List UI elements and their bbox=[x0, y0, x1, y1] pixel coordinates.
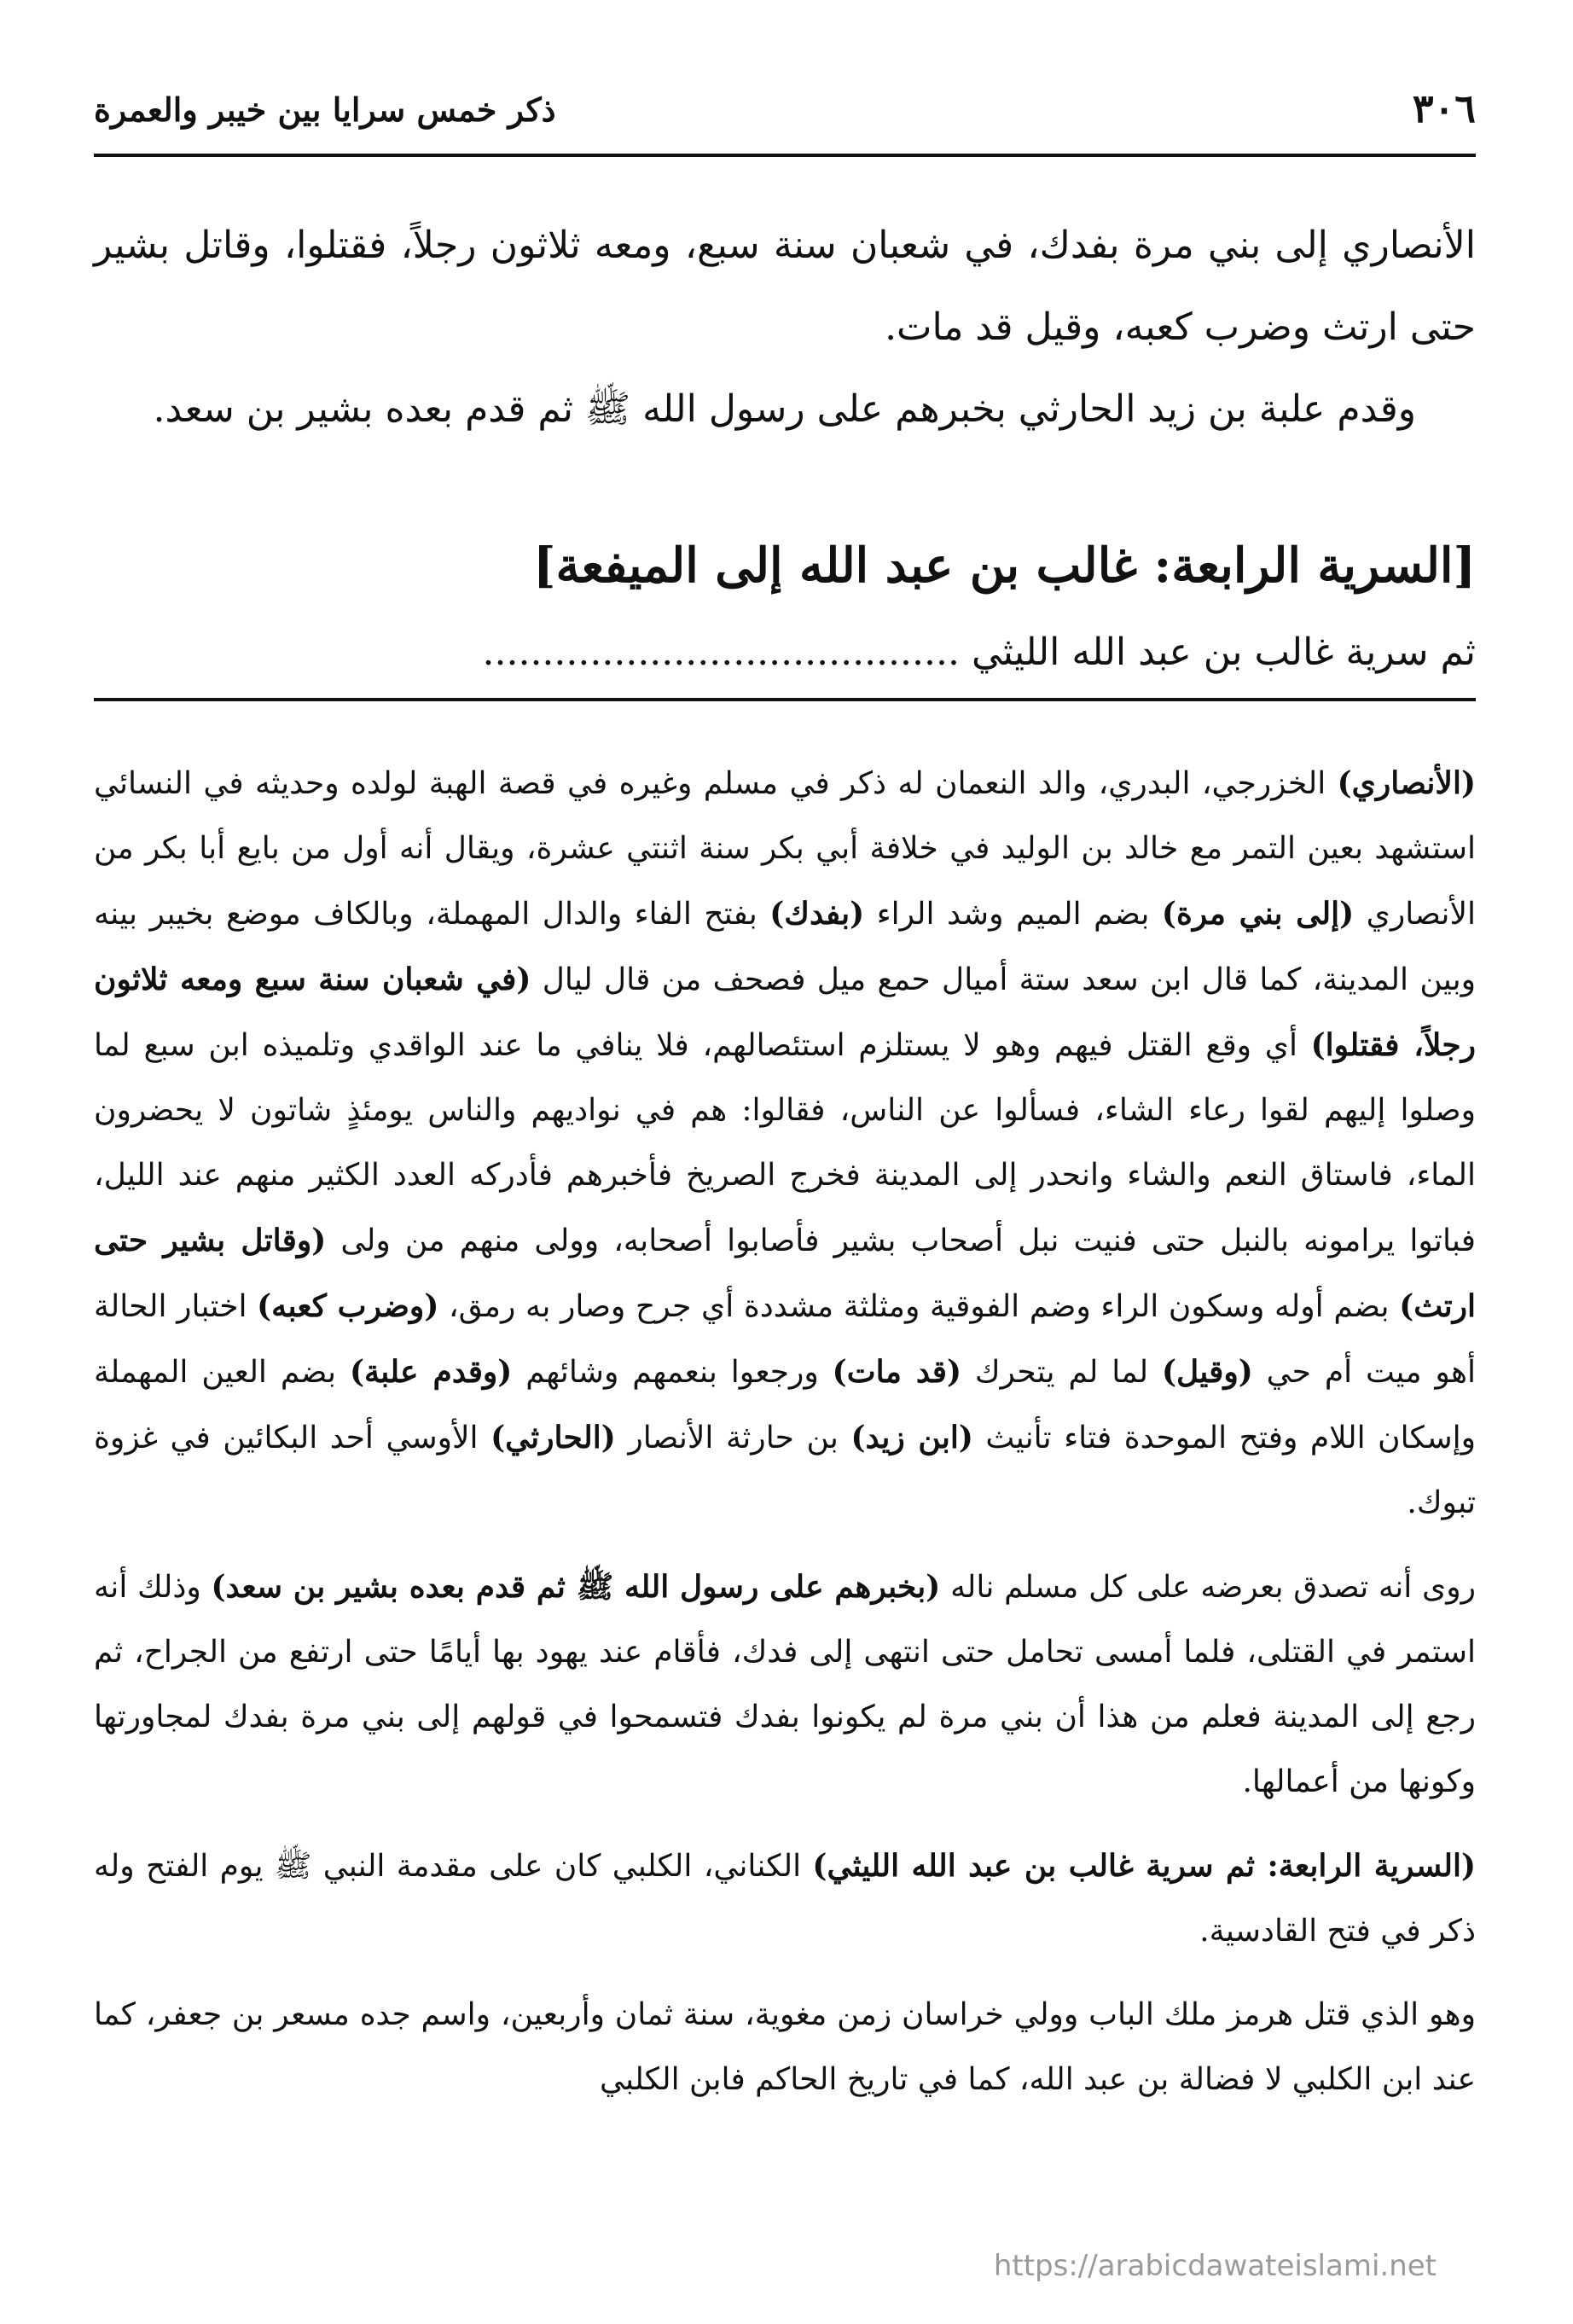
header-divider bbox=[94, 154, 1476, 157]
commentary bbox=[94, 751, 1476, 2131]
quoted-phrase: (إلى بني مرة) bbox=[1161, 896, 1355, 932]
commentary-paragraph bbox=[94, 1833, 1476, 1964]
commentary-paragraph bbox=[94, 1983, 1476, 2112]
quoted-phrase: (بخبرهم على رسول الله ﷺ ثم قدم بعده بشير بن سعد) bbox=[211, 1569, 941, 1605]
commentary-text: الكناني، الكلبي كان على مقدمة النبي ﷺ يوم الفتح وله ذكر في فتح القادسية. bbox=[94, 1849, 1476, 1949]
commentary-text: ورجعوا بنعمهم وشائهم bbox=[512, 1355, 833, 1390]
quoted-phrase: (السرية الرابعة: ثم سرية غالب بن عبد الله الليثي) bbox=[812, 1848, 1476, 1884]
quoted-phrase: (في شعبان سنة سبع ومعه ثلاثون رجلاً، فقتلوا) bbox=[94, 962, 1476, 1063]
commentary-text: روى أنه تصدق بعرضه على كل مسلم ناله bbox=[940, 1570, 1476, 1605]
quoted-phrase: (بفدك) bbox=[769, 896, 865, 932]
commentary-text: بضم الميم وشد الراء bbox=[864, 897, 1162, 932]
commentary-text: الأوسي أحد البكائين في غزوة تبوك. bbox=[94, 1421, 1476, 1520]
quoted-phrase: (وضرب كعبه) bbox=[257, 1288, 439, 1324]
commentary-text: بفتح الفاء والدال المهملة، وبالكاف موضع بخيبر بينه وبين المدينة، كما قال ابن سعد ستة أميال حمع ميل فصحف من قال ليال bbox=[94, 897, 1476, 997]
page-number: ٣٠٦ bbox=[1412, 85, 1476, 131]
commentary-text: وذلك أنه استمر في القتلى، فلما أمسى تحامل حتى انتهى إلى فدك، فأقام عند يهود بها أيامًا حتى ارتفع من الجراح، ثم رجع إلى المدينة فعلم من هذا أن بني مرة لم يكونوا بفدك فتسمحوا في قولهم إلى بني مرة بفدك لمجاورتها وكونها من أعمالها. bbox=[94, 1570, 1476, 1799]
commentary-text: اختبار الحالة أهو ميت أم حي bbox=[94, 1289, 1477, 1390]
main-last-line-text: ثم سرية غالب بن عبد الله الليثي bbox=[971, 630, 1476, 674]
quoted-phrase: (وقيل) bbox=[1161, 1354, 1253, 1390]
main-paragraph: وقدم علبة بن زيد الحارثي بخبرهم على رسول الله ﷺ ثم قدم بعده بشير بن سعد. bbox=[153, 387, 1416, 431]
running-title: ذكر خمس سرايا بين خيبر والعمرة bbox=[94, 90, 556, 129]
quoted-phrase: (وقدم علبة) bbox=[349, 1354, 513, 1390]
main-last-line bbox=[94, 619, 1476, 687]
commentary-text: أي وقع القتل فيهم وهو لا يستلزم استئصالهم، فلا ينافي ما عند الواقدي وتلميذه ابن سبع لما وصلوا إليهم لقوا رعاء الشاء، فسألوا عن الناس، فقالوا: هم في نواديهم والناس يومئذٍ شاتون لا يحضرون الماء، فاستاق النعم والشاء وانحدر إلى المدينة فخرج الصريخ فأخبرهم فأدركه العدد الكثير منهم عند الليل، فباتوا يرامونه بالنبل حتى فنيت نبل أصحاب بشير فأصابوا أصحابه، وولى منهم من ولى bbox=[94, 1028, 1476, 1258]
main-text bbox=[94, 205, 1476, 450]
continuation-dots: ........................................ bbox=[482, 630, 960, 674]
commentary-paragraph bbox=[94, 1554, 1476, 1815]
watermark-url: https://arabicdawateislami.net bbox=[993, 2249, 1437, 2283]
quoted-phrase: (الأنصاري) bbox=[1337, 765, 1476, 801]
commentary-text: وهو الذي قتل هرمز ملك الباب وولي خراسان زمن مغوية، سنة ثمان وأربعين، واسم جده مسعر بن جعفر، كما عند ابن الكلبي لا فضالة بن عبد الله، كما في تاريخ الحاكم فابن الكلبي bbox=[94, 1997, 1476, 2097]
quoted-phrase: (ابن زيد) bbox=[850, 1420, 973, 1455]
commentary-text: بن حارثة الأنصار bbox=[615, 1421, 851, 1455]
commentary-paragraph bbox=[94, 751, 1476, 1536]
section-heading: [السرية الرابعة: غالب بن عبد الله إلى الميفعة] bbox=[533, 537, 1476, 594]
main-paragraph: الأنصاري إلى بني مرة بفدك، في شعبان سنة سبع، ومعه ثلاثون رجلاً، فقتلوا، وقاتل بشير حتى ارتث وضرب كعبه، وقيل قد مات. bbox=[94, 224, 1476, 349]
commentary-text: بضم أوله وسكون الراء وضم الفوقية ومثلثة مشددة أي جرح وصار به رمق، bbox=[438, 1289, 1400, 1324]
commentary-text: لما لم يتحرك bbox=[961, 1355, 1162, 1390]
quoted-phrase: (وقاتل بشير حتى ارتث) bbox=[94, 1223, 1476, 1324]
quoted-phrase: (الحارثي) bbox=[490, 1420, 616, 1455]
commentary-text: بضم العين المهملة وإسكان اللام وفتح الموحدة فتاء تأنيث bbox=[94, 1355, 1477, 1455]
quoted-phrase: (قد مات) bbox=[832, 1354, 961, 1390]
running-header bbox=[94, 85, 1476, 145]
commentary-text: الخزرجي، البدري، والد النعمان له ذكر في مسلم وغيره في قصة الهبة لولده وحديثه في النسائي استشهد بعين التمر مع خالد بن الوليد في خلافة أبي بكر سنة اثنتي عشرة، ويقال أنه أول من بايع أبا بكر من الأنصاري bbox=[94, 766, 1476, 932]
commentary-divider bbox=[94, 698, 1476, 701]
